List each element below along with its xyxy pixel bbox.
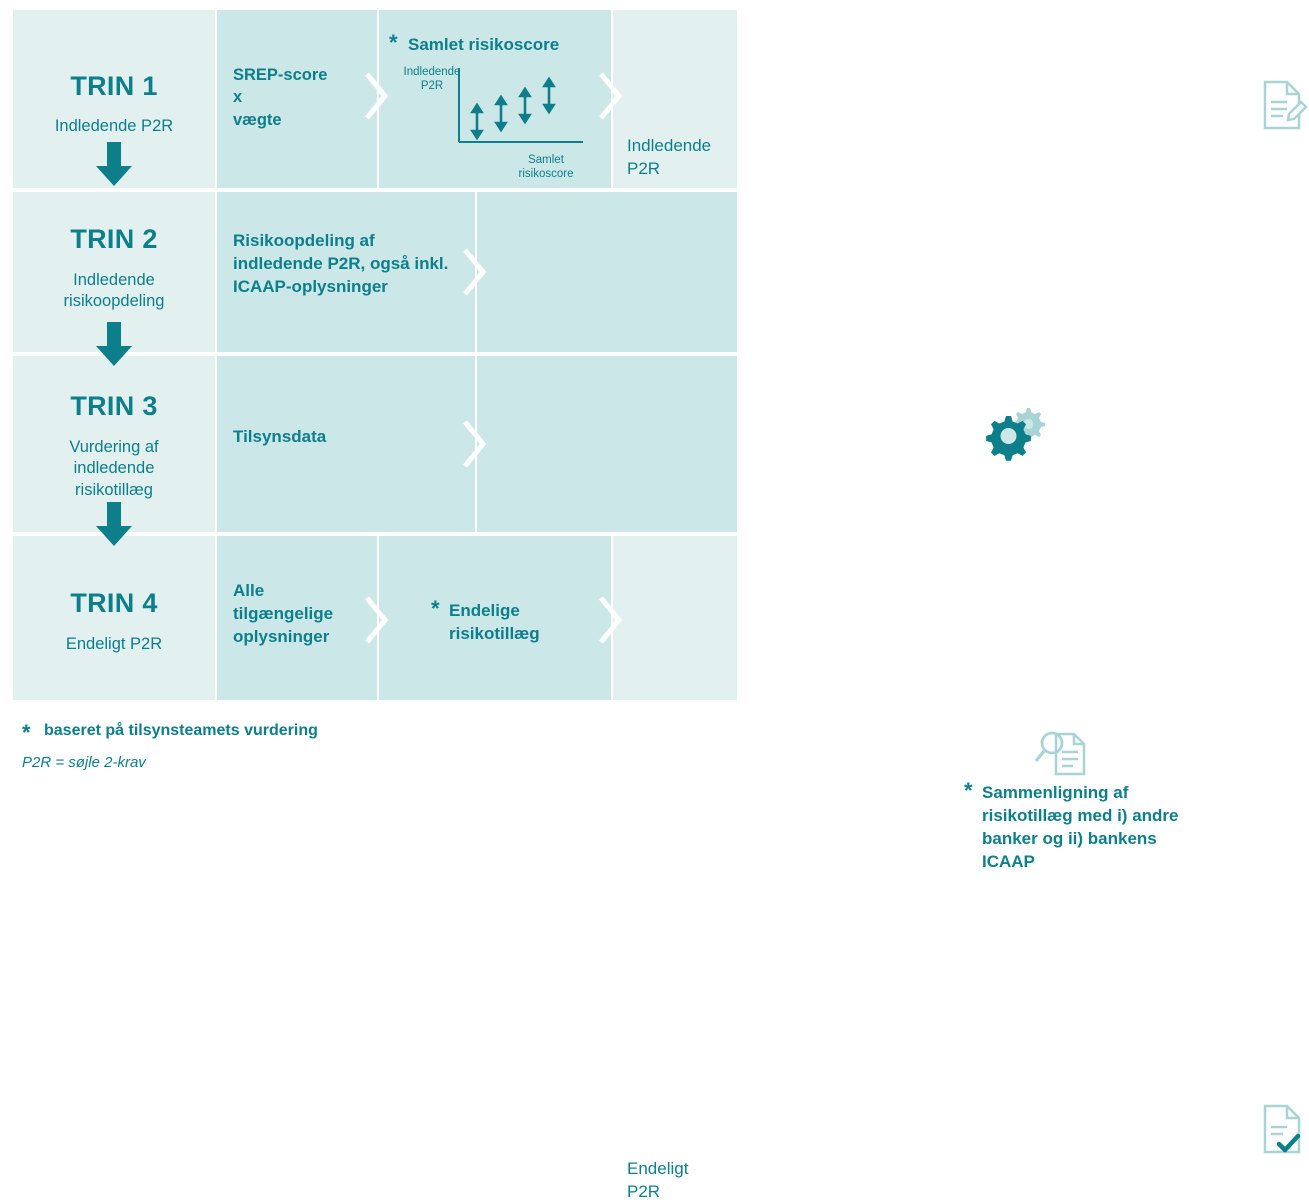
chevron-step1-a bbox=[365, 72, 389, 120]
document-check-icon bbox=[1257, 1102, 1309, 1156]
step-3-star: * bbox=[964, 778, 973, 803]
gears-icon bbox=[985, 406, 1049, 456]
step-1-input-text: SREP-score x vægte bbox=[233, 66, 328, 129]
down-arrow-2 bbox=[94, 322, 134, 366]
magnifier-document-icon bbox=[1034, 728, 1092, 778]
step-1-output-cell bbox=[613, 10, 737, 188]
step-4-middle-cell bbox=[379, 536, 611, 700]
step-1-title: TRIN 1 bbox=[70, 71, 158, 101]
step-4-title-cell bbox=[13, 536, 215, 700]
chevron-step3-a bbox=[463, 420, 487, 468]
step-3-subtitle: Vurdering af indledende risikotillæg bbox=[69, 438, 159, 499]
step-4-output-cell bbox=[613, 536, 737, 1201]
step-4-title: TRIN 4 bbox=[70, 588, 158, 618]
step-1-middle-cell bbox=[379, 10, 611, 188]
chevron-step1-b bbox=[599, 72, 623, 120]
step-1-star: * bbox=[389, 30, 398, 55]
down-arrow-3 bbox=[94, 502, 134, 546]
step-4-star: * bbox=[431, 596, 440, 621]
step-3-output-label: Sammenligning af risikotillæg med i) andre banker og ii) bankens ICAAP bbox=[982, 783, 1179, 871]
step-2-subtitle: Indledende risikoopdeling bbox=[63, 271, 165, 311]
chevron-step4-b bbox=[599, 596, 623, 644]
step-1-chart-x-label: Samlet risikoscore bbox=[518, 154, 574, 180]
chevron-step2-a bbox=[463, 248, 487, 296]
step-4-middle-heading: Endelige risikotillæg bbox=[449, 601, 540, 643]
step-4-input-text: Alle tilgængelige oplysninger bbox=[233, 581, 334, 646]
step-3-input-cell bbox=[217, 356, 475, 532]
step-4-input-cell bbox=[217, 536, 377, 700]
step-3-input-text: Tilsynsdata bbox=[233, 427, 327, 446]
footnote-2: P2R = søjle 2-krav bbox=[22, 754, 146, 771]
step-2-input-cell bbox=[217, 192, 475, 352]
chevron-step4-a bbox=[365, 596, 389, 644]
step-2-title: TRIN 2 bbox=[70, 224, 158, 254]
step-1-input-cell bbox=[217, 10, 377, 188]
down-arrow-1 bbox=[94, 142, 134, 186]
step-4-output-label: Endeligt P2R bbox=[627, 1159, 689, 1201]
document-pencil-icon bbox=[1257, 78, 1309, 132]
footnote-star: * bbox=[22, 720, 31, 745]
step-1-subtitle: Indledende P2R bbox=[54, 117, 174, 135]
step-2-input-text: Risikoopdeling af indledende P2R, også inkl. ICAAP-oplysninger bbox=[233, 231, 449, 296]
step-1-output-label: Indledende P2R bbox=[627, 136, 712, 178]
step-1-chart-y-label: Indledende P2R bbox=[403, 66, 461, 92]
step-2-output-cell bbox=[477, 192, 737, 352]
step-4-subtitle: Endeligt P2R bbox=[65, 635, 163, 653]
step-1-middle-heading: Samlet risikoscore bbox=[408, 35, 560, 54]
footnote-1: baseret på tilsynsteamets vurdering bbox=[44, 722, 318, 739]
step-3-title: TRIN 3 bbox=[70, 391, 158, 421]
risk-score-chart bbox=[451, 64, 601, 154]
